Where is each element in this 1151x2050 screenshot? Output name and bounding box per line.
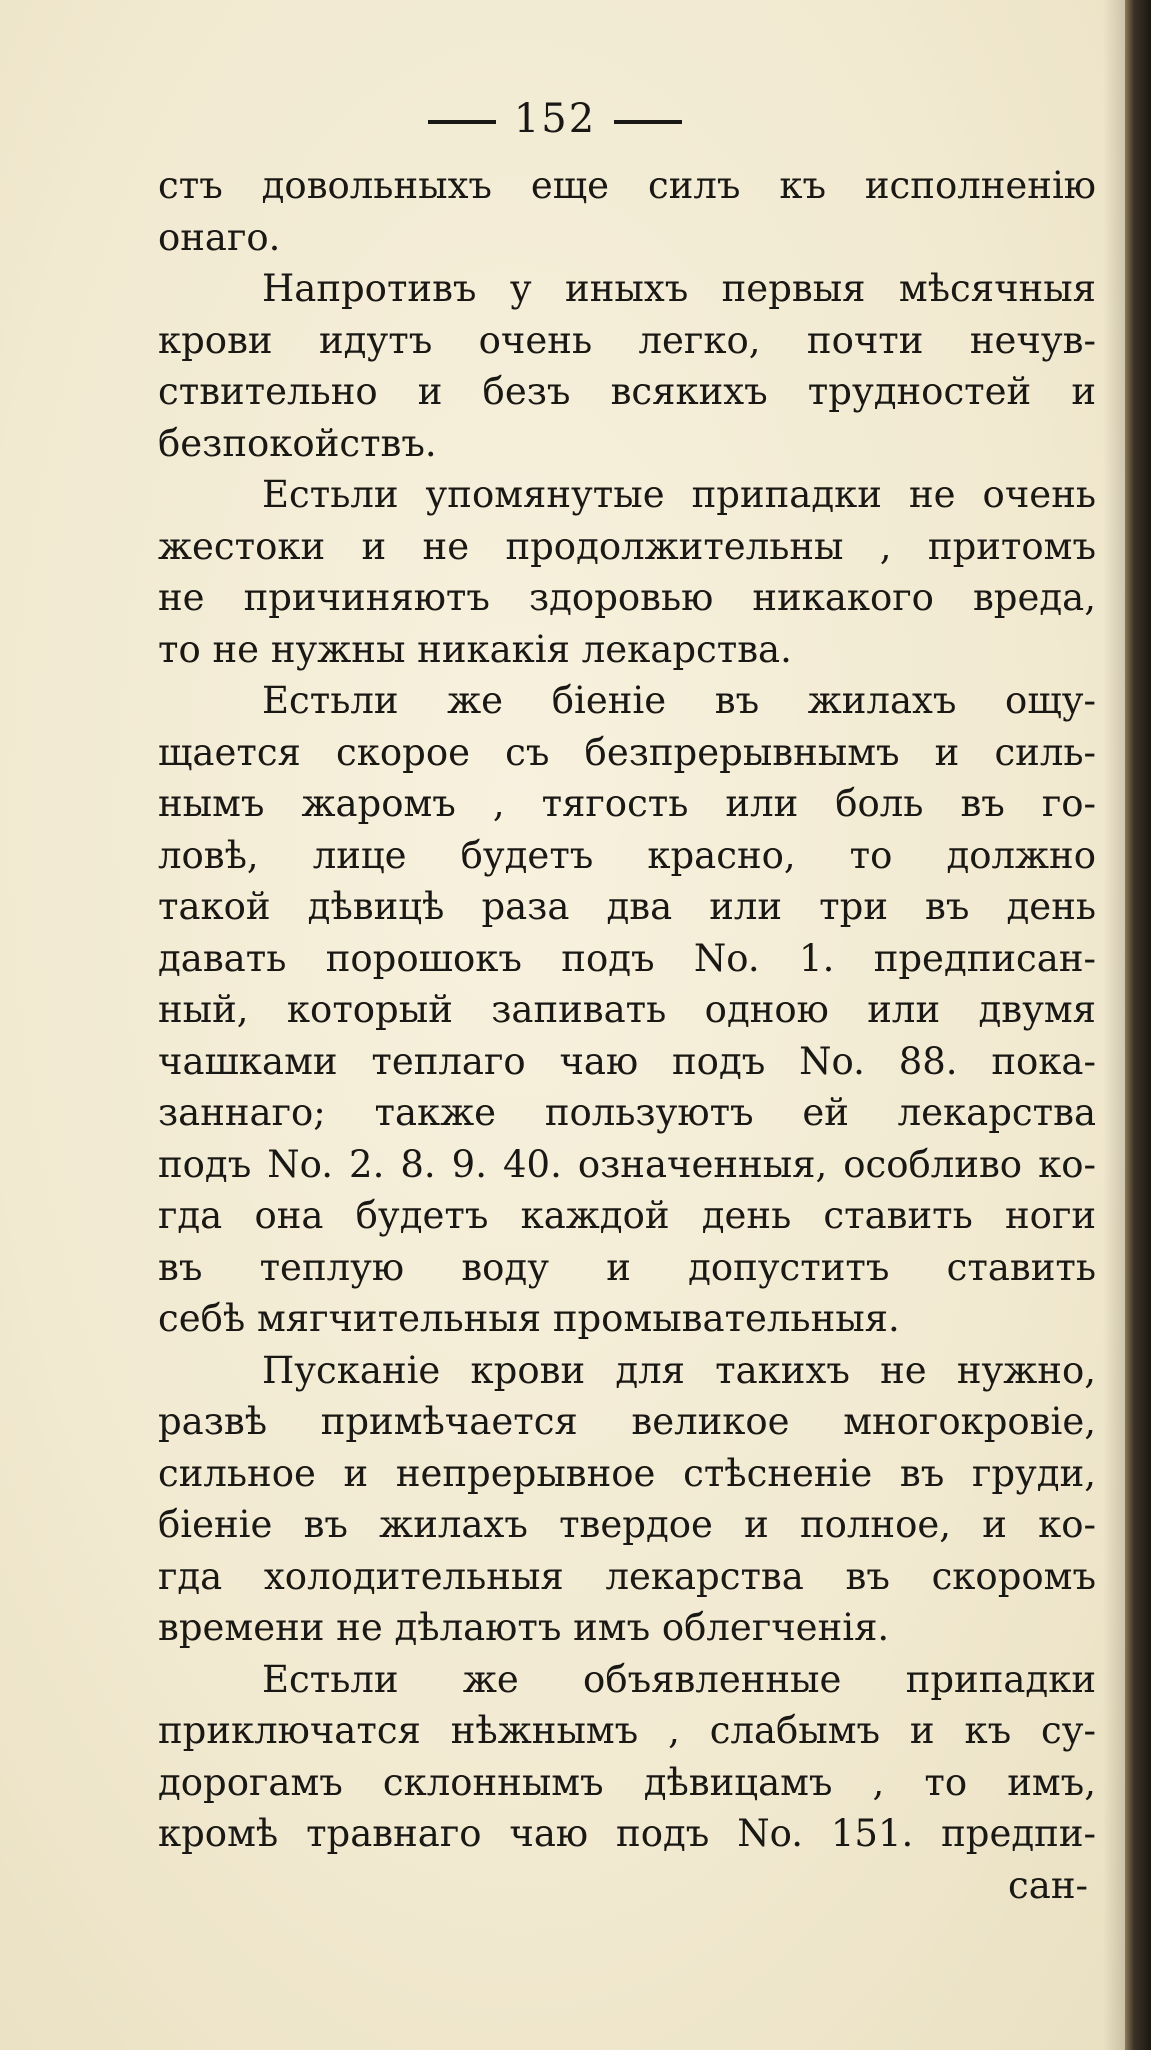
page-number: 152 <box>513 96 597 142</box>
book-spine <box>1125 0 1151 2050</box>
text-line: ловѣ, лице будетъ красно, то должно <box>158 833 1096 877</box>
body-text <box>158 160 1096 1911</box>
text-line: ствительно и безъ всякихъ трудностей и <box>158 370 1096 413</box>
gutter-shadow <box>1103 0 1125 2050</box>
paragraph-start-line: Естьли же біеніе въ жилахъ ощу- <box>262 679 1096 722</box>
page-header <box>0 96 1110 142</box>
text-line: давать порошокъ подъ No. 1. предписан- <box>158 936 1096 980</box>
text-line: гда холодительныя лекарства въ скоромъ <box>158 1554 1096 1598</box>
text-line: времени не дѣлаютъ имъ облегченія. <box>158 1606 890 1649</box>
text-line: такой дѣвицѣ раза два или три въ день <box>158 885 1096 928</box>
text-line: чашками теплаго чаю подъ No. 88. пока- <box>158 1039 1096 1083</box>
text-line: щается скорое съ безпрерывнымъ и силь- <box>158 730 1096 774</box>
text-line: крови идутъ очень легко, почти нечув- <box>158 318 1096 362</box>
text-line: біеніе въ жилахъ твердое и полное, и ко- <box>158 1503 1096 1546</box>
text-line: подъ No. 2. 8. 9. 40. означенныя, особливо ко- <box>158 1142 1096 1186</box>
paragraph-start-line: Пусканіе крови для такихъ не нужно, <box>262 1348 1096 1392</box>
text-line: безпокойствъ. <box>158 421 437 465</box>
text-line: онаго. <box>158 215 281 259</box>
text-line: сильное и непрерывное стѣсненіе въ груди, <box>158 1451 1096 1495</box>
text-line: стъ довольныхъ еще силъ къ исполненію <box>158 164 1096 207</box>
text-line: кромѣ травнаго чаю подъ No. 151. предпи- <box>158 1812 1096 1855</box>
text-line: въ теплую воду и допуститъ ставить <box>158 1245 1096 1289</box>
paragraph-start-line: Естьли упомянутые припадки не очень <box>262 473 1096 516</box>
text-line: заннаго; также пользуютъ ей лекарства <box>158 1091 1096 1134</box>
paragraph-start-line: Естьли же объявленные припадки <box>262 1657 1096 1701</box>
text-line: нымъ жаромъ , тягость или боль въ го- <box>158 782 1096 825</box>
text-line: развѣ примѣчается великое многокровіе, <box>158 1400 1096 1443</box>
header-dash-right <box>614 120 682 124</box>
text-line: жестоки и не продолжительны , притомъ <box>158 524 1096 568</box>
text-line: приключатся нѣжнымъ , слабымъ и къ су- <box>158 1709 1096 1752</box>
header-dash-left <box>428 120 496 124</box>
text-line: себѣ мягчительныя промывательныя. <box>158 1297 900 1340</box>
text-line: ный, который запивать одною или двумя <box>158 988 1096 1031</box>
text-line: гда она будетъ каждой день ставить ноги <box>158 1194 1096 1237</box>
text-line: не причиняютъ здоровью никакого вреда, <box>158 576 1096 619</box>
paragraph-start-line: Напротивъ у иныхъ первыя мѣсячныя <box>262 267 1096 310</box>
text-line: то не нужны никакія лекарства. <box>158 627 792 671</box>
text-line: дорогамъ склоннымъ дѣвицамъ , то имъ, <box>158 1760 1096 1804</box>
catchword: сан- <box>1008 1863 1088 1907</box>
